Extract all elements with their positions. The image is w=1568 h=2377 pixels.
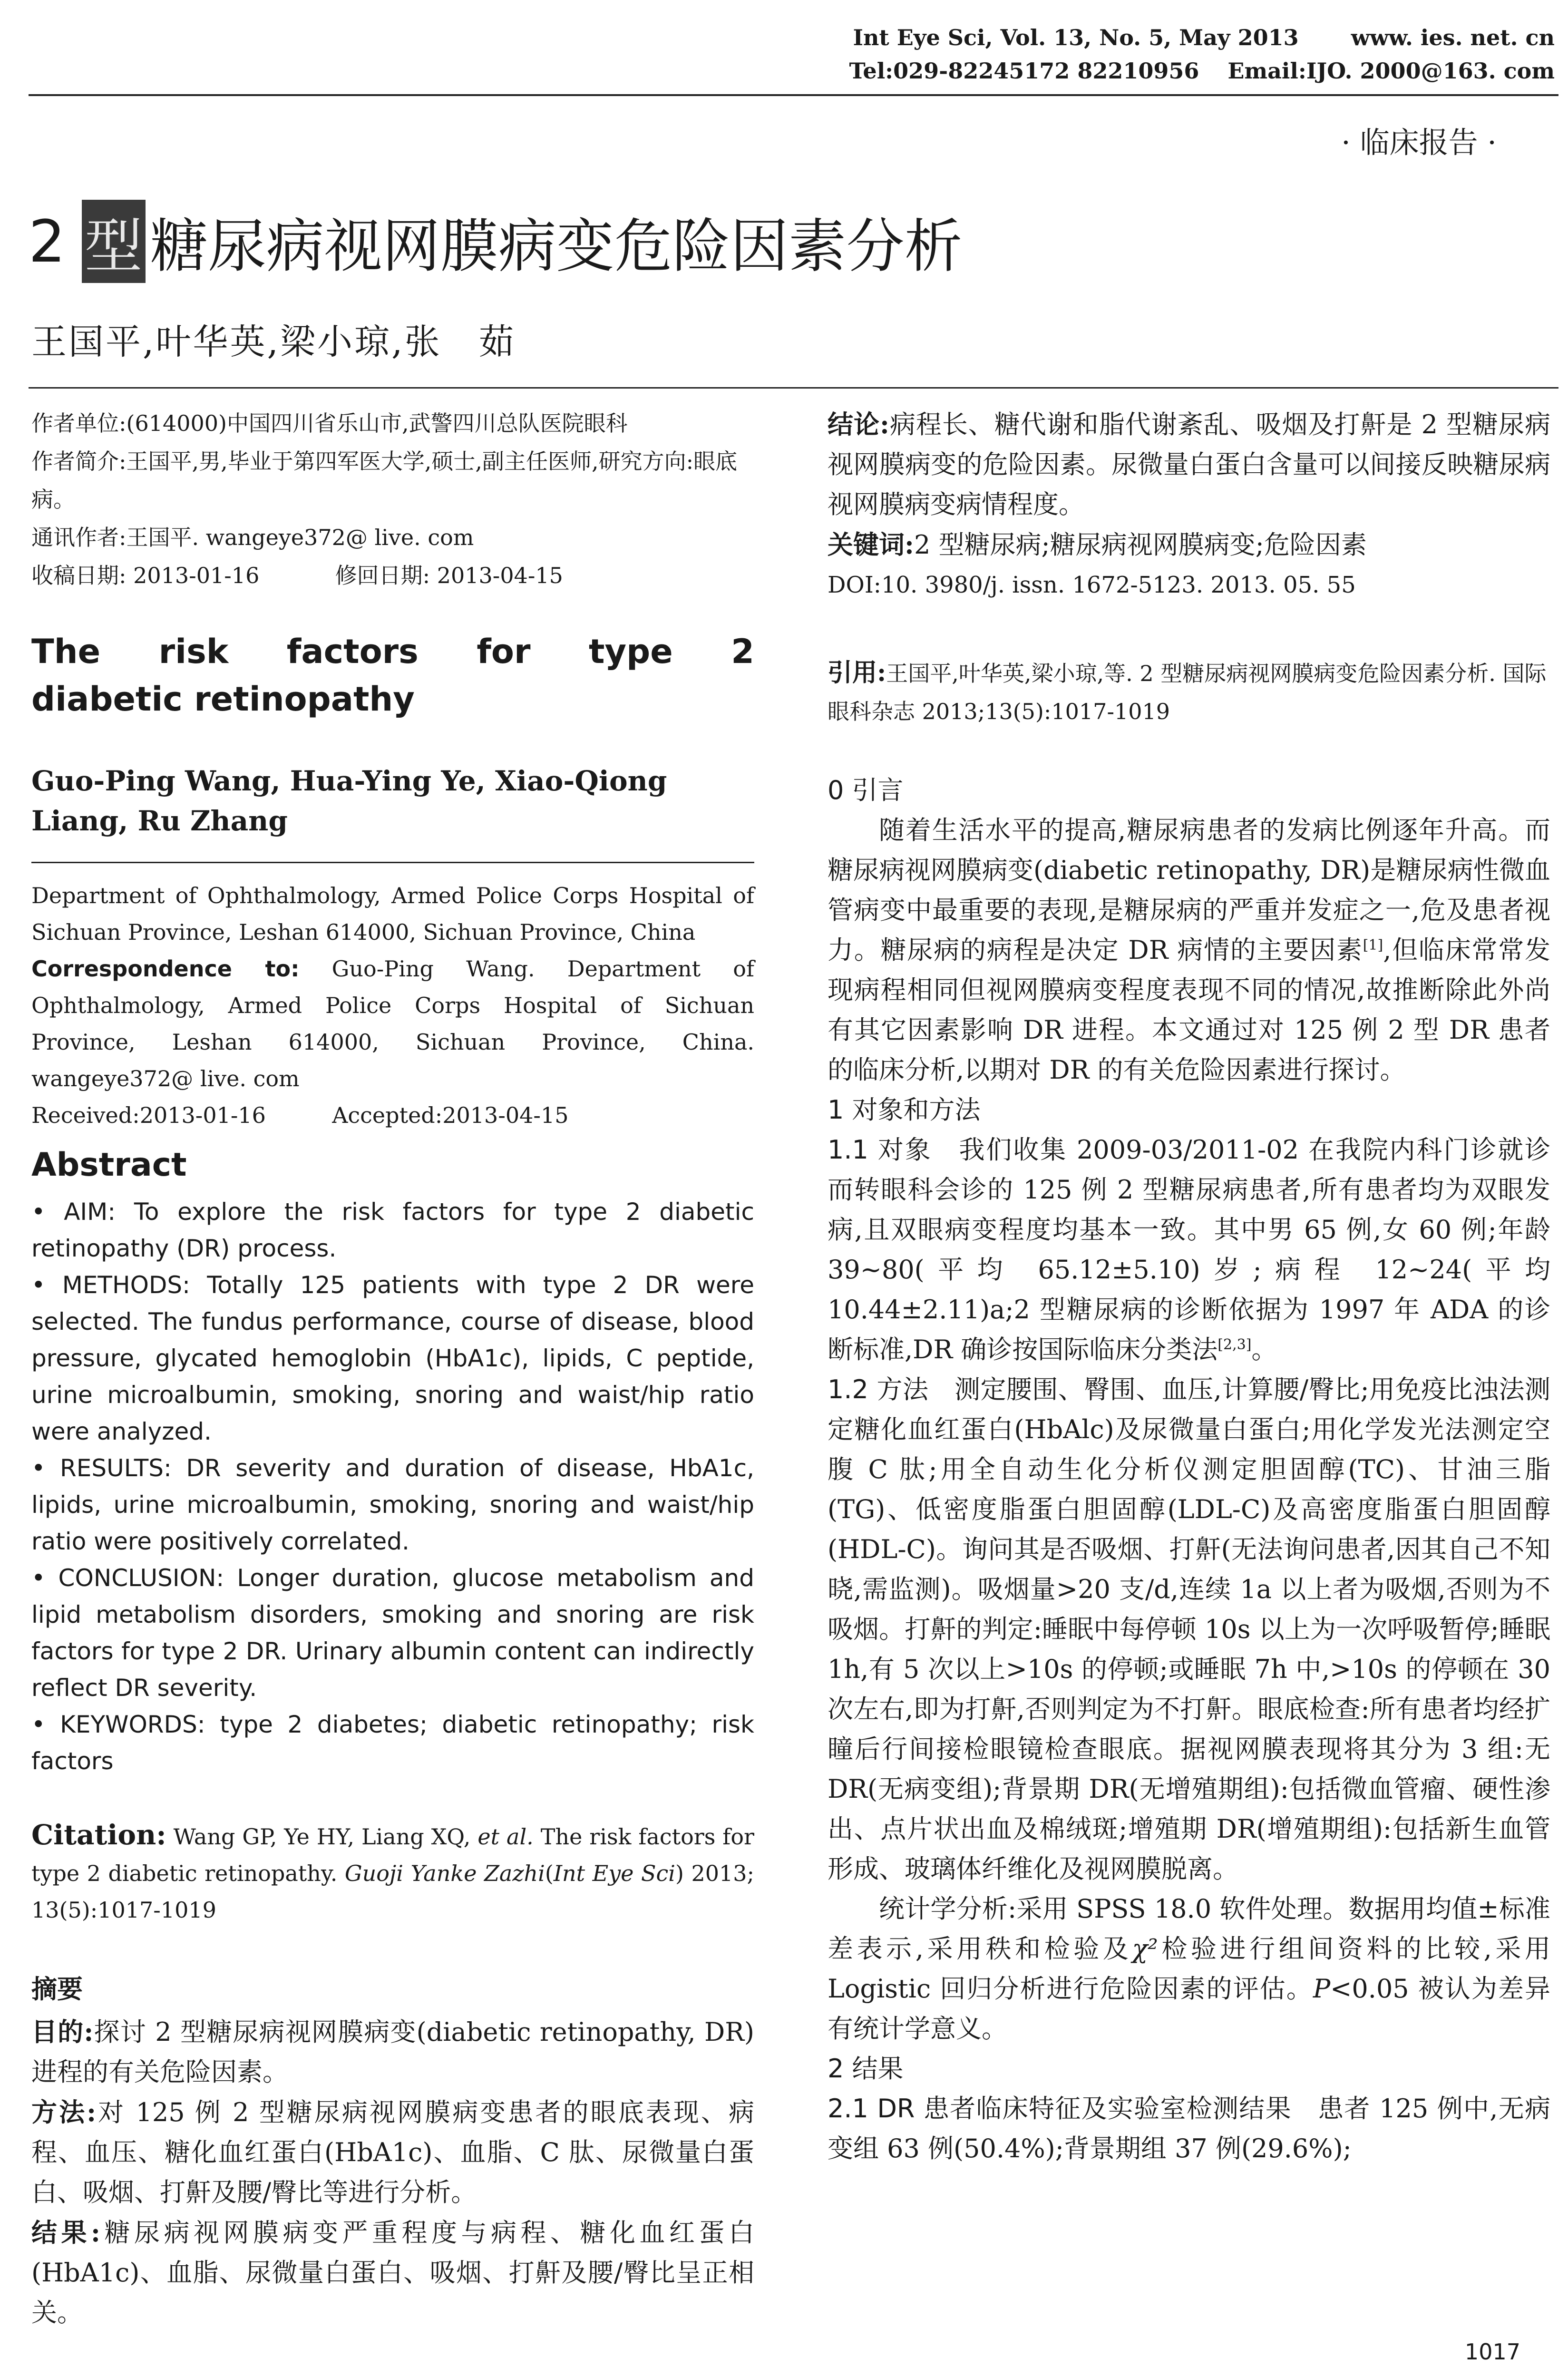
subjects-label: 1.1 对象 bbox=[828, 1135, 932, 1165]
methods-heading: 1 对象和方法 bbox=[828, 1095, 981, 1125]
english-accepted: Accepted:2013-04-15 bbox=[332, 1102, 569, 1128]
english-received: Received:2013-01-16 bbox=[31, 1102, 266, 1128]
article-title bbox=[29, 200, 963, 283]
chinese-abstract-continued bbox=[828, 404, 1550, 605]
stats-paragraph bbox=[828, 1889, 1550, 2049]
cn-conclusion-text: 病程长、糖代谢和脂代谢紊乱、吸烟及打鼾是 2 型糖尿病视网膜病变的危险因素。尿微量白蛋白含量可以间接反映糖尿病视网膜病变病情程度。 bbox=[828, 409, 1550, 519]
cn-abstract-aim bbox=[31, 2012, 754, 2092]
author-correspondence: 通讯作者:王国平. wangeye372@ live. com bbox=[31, 525, 474, 550]
cn-methods-label: 方法: bbox=[31, 2097, 97, 2127]
citation-journal-abbr: Int Eye Sci bbox=[553, 1861, 675, 1886]
english-affiliation bbox=[31, 877, 754, 1134]
abstract-aim: • AIM: To explore the risk factors for type 2 diabetic retinopathy (DR) process. bbox=[31, 1198, 754, 1262]
intro-paragraph bbox=[828, 810, 1550, 1090]
author-unit: 作者单位:(614000)中国四川省乐山市,武警四川总队医院眼科 bbox=[31, 410, 628, 436]
authors-divider bbox=[29, 387, 1558, 389]
cn-abstract-conclusion bbox=[828, 404, 1550, 525]
cn-abstract-results bbox=[31, 2212, 754, 2333]
stats-text-b: 检验进行组间资料的比较,采用 Logistic 回归分析进行危险因素的评估。 bbox=[828, 1934, 1550, 2004]
results-paragraph bbox=[828, 2089, 1550, 2169]
journal-website: www. ies. net. cn bbox=[1351, 25, 1555, 50]
english-department: Department of Ophthalmology, Armed Police Corps Hospital of Sichuan Province, Leshan 614000, Sichuan Province, China bbox=[31, 883, 754, 945]
results-sub-label: 2.1 DR 患者临床特征及实验室检测结果 bbox=[828, 2094, 1292, 2124]
english-citation bbox=[31, 1817, 754, 1929]
cn-citation-text: 王国平,叶华英,梁小琼,等. 2 型糖尿病视网膜病变危险因素分析. 国际眼科杂志 2013;13(5):1017-1019 bbox=[828, 661, 1547, 724]
citation-text-c: 2013; 13(5):1017-1019 bbox=[31, 1861, 755, 1923]
journal-header bbox=[746, 21, 1555, 88]
subjects-paragraph bbox=[828, 1130, 1550, 1370]
journal-tel: Tel:029-82245172 82210956 bbox=[849, 58, 1199, 84]
english-authors-divider bbox=[31, 862, 754, 863]
chinese-citation bbox=[828, 654, 1550, 731]
intro-heading: 0 引言 bbox=[828, 775, 904, 805]
english-dates bbox=[31, 1097, 754, 1134]
results-heading: 2 结果 bbox=[828, 2054, 904, 2084]
abstract-body bbox=[31, 1194, 754, 1780]
subjects-text-b: 。 bbox=[1251, 1335, 1277, 1364]
dates-row bbox=[31, 556, 754, 594]
cn-aim-label: 目的: bbox=[31, 2017, 94, 2047]
intro-text-a: 随着生活水平的提高,糖尿病患者的发病比例逐年升高。而糖尿病视网膜病变(diabetic retinopathy, DR)是糖尿病性微血管病变中最重要的表现,是糖尿病的严重并发症之一,危及患者视力。糖尿病的病程是决定 DR 病情的主要因素 bbox=[828, 815, 1550, 965]
citation-text-a: Wang GP, Ye HY, Liang XQ, bbox=[173, 1824, 471, 1850]
stats-text-c: <0.05 被认为差异有统计学意义。 bbox=[828, 1974, 1550, 2044]
title-rest: 糖尿病视网膜病变危险因素分析 bbox=[150, 213, 963, 280]
english-title-line2: diabetic retinopathy bbox=[31, 680, 415, 719]
stats-text-a: 统计学分析:采用 SPSS 18.0 软件处理。数据用均值±标准差表示,采用秩和检验及 bbox=[828, 1894, 1550, 1964]
section-tag: · 临床报告 · bbox=[1341, 125, 1497, 160]
results-sub-text: 患者 125 例中,无病变组 63 例(50.4%);背景期组 37 例(29.6%); bbox=[828, 2094, 1550, 2163]
abstract-conclusion: • CONCLUSION: Longer duration, glucose metabolism and lipid metabolism disorders, smoking and snoring are risk factors for type 2 DR. Urinary albumin content can indirectly reflect DR severity. bbox=[31, 1564, 754, 1702]
subjects-ref: [2,3] bbox=[1217, 1336, 1252, 1353]
article-authors: 王国平,叶华英,梁小琼,张 茹 bbox=[31, 321, 516, 362]
correspondence-text: Guo-Ping Wang. Department of Ophthalmology, Armed Police Corps Hospital of Sichuan Province, Leshan 614000, Sichuan Province, China. wangeye372@ live. com bbox=[31, 956, 755, 1091]
english-correspondence bbox=[31, 951, 754, 1097]
article-body bbox=[828, 770, 1550, 2169]
method-text: 测定腰围、臀围、血压,计算腰/臀比;用免疫比浊法测定糖化血红蛋白(HbAlc)及尿微量白蛋白;用化学发光法测定空腹 C 肽;用全自动生化分析仪测定胆固醇(TC)、甘油三脂(TG)、低密度脂蛋白胆固醇(LDL-C)及高密度脂蛋白胆固醇(HDL-C)。询问其是否吸烟、打鼾(无法询问患者,因其自己不知晓,需监测)。吸烟量>20 支/d,连续 1a 以上者为吸烟,否则为不吸烟。打鼾的判定:睡眠中每停顿 10s 以上为一次呼吸暂停;睡眠 1h,有 5 次以上>10s 的停顿;或睡眠 7h 中,>10s 的停顿在 30 次左右,即为打鼾,否则判定为不打鼾。眼底检查:所有患者均经扩瞳后行间接检眼镜检查眼底。据视网膜表现将其分为 3 组:无 DR(无病变组);背景期 DR(无增殖期组):包括微血管瘤、硬性渗出、点片状出血及棉绒斑;增殖期 DR(增殖期组):包括新生血管形成、玻璃体纤维化及视网膜脱离。 bbox=[828, 1374, 1550, 1884]
cn-conclusion-label: 结论: bbox=[828, 409, 889, 439]
received-date: 收稿日期: 2013-01-16 bbox=[31, 563, 260, 588]
citation-etal: et al. bbox=[477, 1824, 534, 1850]
cn-aim-text: 探讨 2 型糖尿病视网膜病变(diabetic retinopathy, DR)进程的有关危险因素。 bbox=[31, 2017, 754, 2087]
citation-journal-paren-close: ) bbox=[675, 1861, 684, 1886]
abstract-keywords: • KEYWORDS: type 2 diabetes; diabetic retinopathy; risk factors bbox=[31, 1711, 754, 1775]
english-authors: Guo-Ping Wang, Hua-Ying Ye, Xiao-Qiong Liang, Ru Zhang bbox=[31, 765, 667, 837]
english-title bbox=[31, 628, 754, 723]
page-number: 1017 bbox=[1464, 2339, 1520, 2365]
citation-journal: Guoji Yanke Zazhi bbox=[344, 1861, 545, 1886]
title-highlight: 型 bbox=[82, 200, 146, 283]
method-label: 1.2 方法 bbox=[828, 1374, 929, 1404]
revised-date: 修回日期: 2013-04-15 bbox=[335, 563, 563, 588]
cn-results-label: 结果: bbox=[31, 2217, 100, 2248]
stats-p: P bbox=[1313, 1974, 1331, 2004]
abstract-heading: Abstract bbox=[31, 1146, 187, 1184]
header-divider bbox=[29, 94, 1558, 96]
abstract-results: • RESULTS: DR severity and duration of disease, HbA1c, lipids, urine microalbumin, smoking, snoring and waist/hip ratio were positively correlated. bbox=[31, 1454, 754, 1555]
chinese-abstract-heading: 摘要 bbox=[31, 1974, 83, 2004]
cn-abstract-keywords bbox=[828, 525, 1550, 565]
citation-label: Citation: bbox=[31, 1819, 166, 1851]
cn-doi: DOI:10. 3980/j. issn. 1672-5123. 2013. 05. 55 bbox=[828, 572, 1356, 598]
cn-keywords-label: 关键词: bbox=[828, 529, 914, 560]
english-title-line1: The risk factors for type 2 bbox=[31, 632, 754, 671]
author-bio: 作者简介:王国平,男,毕业于第四军医大学,硕士,副主任医师,研究方向:眼底病。 bbox=[31, 448, 738, 512]
abstract-methods: • METHODS: Totally 125 patients with type 2 DR were selected. The fundus performance, course of disease, blood pressure, glycated hemoglobin (HbA1c), lipids, C peptide, urine microalbumin, smoking, snoring and waist/hip ratio were analyzed. bbox=[31, 1271, 754, 1445]
journal-volume-line: Int Eye Sci, Vol. 13, No. 5, May 2013 bbox=[853, 25, 1299, 50]
cn-methods-text: 对 125 例 2 型糖尿病视网膜病变患者的眼底表现、病程、血压、糖化血红蛋白(HbA1c)、血脂、C 肽、尿微量白蛋白、吸烟、打鼾及腰/臀比等进行分析。 bbox=[31, 2097, 754, 2207]
subjects-text-a: 我们收集 2009-03/2011-02 在我院内科门诊就诊而转眼科会诊的 125 例 2 型糖尿病患者,所有患者均为双眼发病,且双眼病变程度均基本一致。其中男 65 例,女 60 例;年龄 39~80(平均 65.12±5.10)岁;病程 12~24(平均 10.44±2.11)a;2 型糖尿病的诊断依据为 1997 年 ADA 的诊断标准,DR 确诊按国际临床分类法 bbox=[828, 1135, 1550, 1364]
title-prefix: 2 bbox=[29, 207, 66, 275]
journal-email: Email:IJO. 2000@163. com bbox=[1227, 58, 1555, 84]
intro-text-b: ,但临床常常发现病程相同但视网膜病变程度表现不同的情况,故推断除此外尚有其它因素影响 DR 进程。本文通过对 125 例 2 型 DR 患者的临床分析,以期对 DR 的有关危险因素进行探讨。 bbox=[828, 935, 1550, 1085]
stats-chi: χ² bbox=[1132, 1934, 1158, 1964]
author-info bbox=[31, 404, 754, 594]
citation-text-b: The risk factors for type 2 diabetic retinopathy. bbox=[31, 1824, 755, 1886]
cn-keywords-text: 2 型糖尿病;糖尿病视网膜病变;危险因素 bbox=[914, 530, 1367, 560]
cn-abstract-methods bbox=[31, 2092, 754, 2212]
chinese-abstract bbox=[31, 1969, 754, 2333]
intro-ref: [1] bbox=[1363, 937, 1383, 954]
citation-journal-paren-open: ( bbox=[545, 1861, 554, 1886]
correspondence-label: Correspondence to: bbox=[31, 956, 300, 982]
cn-citation-label: 引用: bbox=[828, 658, 886, 687]
cn-results-text: 糖尿病视网膜病变严重程度与病程、糖化血红蛋白(HbA1c)、血脂、尿微量白蛋白、吸烟、打鼾及腰/臀比呈正相关。 bbox=[31, 2218, 755, 2328]
method-paragraph bbox=[828, 1370, 1550, 1889]
